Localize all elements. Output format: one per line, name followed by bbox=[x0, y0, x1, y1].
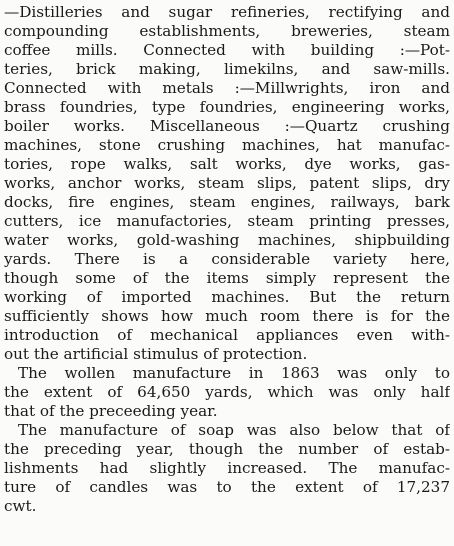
text-line: ture of candles was to the extent of 17,237 bbox=[4, 478, 450, 496]
text-line: —Distilleries and sugar refineries, rectifying and bbox=[4, 3, 450, 21]
text-line: sufficiently shows how much room there is for the bbox=[4, 307, 450, 325]
text-line: boiler works. Miscellaneous :—Quartz crushing bbox=[4, 117, 450, 135]
text-line: water works, gold-washing machines, shipbuilding bbox=[4, 231, 450, 249]
text-line: yards. There is a considerable variety here, bbox=[4, 250, 450, 268]
paragraph-soap-candles bbox=[4, 421, 450, 516]
text-line: the extent of 64,650 yards, which was only half bbox=[4, 383, 450, 401]
text-line: machines, stone crushing machines, hat manufac- bbox=[4, 136, 450, 154]
text-line: tories, rope walks, salt works, dye works, gas- bbox=[4, 155, 450, 173]
text-line: cwt. bbox=[4, 497, 37, 515]
text-line: compounding establishments, breweries, steam bbox=[4, 22, 450, 40]
text-line: out the artificial stimulus of protection. bbox=[4, 345, 308, 363]
text-line: the preceding year, though the number of estab- bbox=[4, 440, 450, 458]
text-line: Connected with metals :—Millwrights, iron and bbox=[4, 79, 450, 97]
text-line: brass foundries, type foundries, engineering works, bbox=[4, 98, 450, 116]
text-line: working of imported machines. But the return bbox=[4, 288, 450, 306]
text-line: that of the preceeding year. bbox=[4, 402, 218, 420]
text-line: lishments had slightly increased. The manufac- bbox=[4, 459, 450, 477]
text-line: works, anchor works, steam slips, patent slips, dry bbox=[4, 174, 450, 192]
text-line: coffee mills. Connected with building :—Pot- bbox=[4, 41, 450, 59]
paragraph-woollen bbox=[4, 364, 450, 421]
text-line: docks, fire engines, steam engines, railways, bark bbox=[4, 193, 450, 211]
text-line: The manufacture of soap was also below that of bbox=[18, 421, 450, 439]
text-line: cutters, ice manufactories, steam printing presses, bbox=[4, 212, 450, 230]
text-line: teries, brick making, limekilns, and saw-mills. bbox=[4, 60, 450, 78]
paragraph-industries bbox=[4, 3, 450, 364]
text-line: though some of the items simply represent the bbox=[4, 269, 450, 287]
text-line: introduction of mechanical appliances even with- bbox=[4, 326, 450, 344]
text-line: The wollen manufacture in 1863 was only to bbox=[18, 364, 450, 382]
